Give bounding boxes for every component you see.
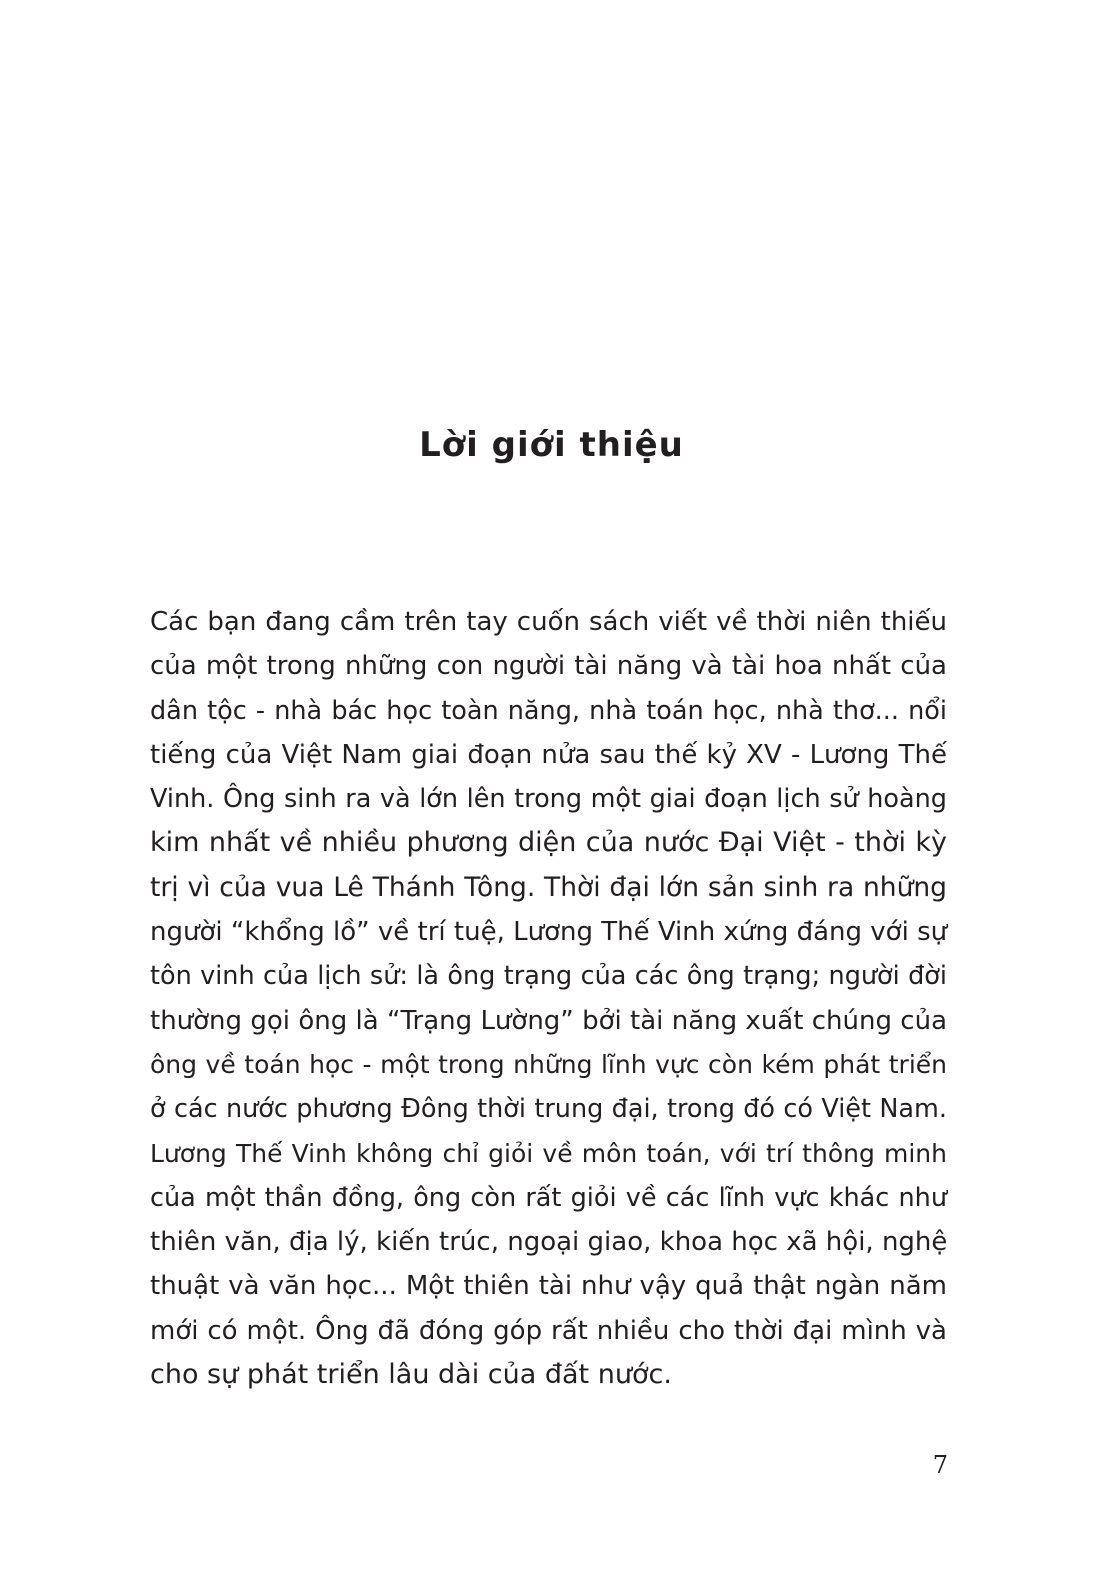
text-line: Vinh. Ông sinh ra và lớn lên trong một giai đoạn lịch sử hoàng (150, 784, 947, 815)
text-line: mới có một. Ông đã đóng góp rất nhiều cho thời đại mình và (150, 1315, 947, 1346)
chapter-title: Lời giới thiệu (419, 425, 684, 465)
text-line: ở các nước phương Đông thời trung đại, trong đó có Việt Nam. (150, 1094, 947, 1125)
text-line: thường gọi ông là “Trạng Lường” bởi tài năng xuất chúng của (150, 1005, 947, 1036)
text-line: người “khổng lồ” về trí tuệ, Lương Thế Vinh xứng đáng với sự (150, 917, 948, 948)
text-line: tiếng của Việt Nam giai đoạn nửa sau thế kỷ XV - Lương Thế (150, 739, 947, 770)
body-paragraph (150, 600, 947, 1397)
text-line: của một trong những con người tài năng và tài hoa nhất của (150, 651, 947, 682)
text-line: kim nhất về nhiều phương diện của nước Đại Việt - thời kỳ (150, 827, 947, 859)
text-line: Các bạn đang cầm trên tay cuốn sách viết về thời niên thiếu (150, 607, 947, 637)
page-number: 7 (932, 1451, 948, 1479)
text-line: của một thần đồng, ông còn rất giỏi về các lĩnh vực khác như (150, 1182, 947, 1213)
text-line: cho sự phát triển lâu dài của đất nước. (150, 1359, 672, 1391)
text-line: tôn vinh của lịch sử: là ông trạng của các ông trạng; người đời (150, 961, 947, 992)
text-line: dân tộc - nhà bác học toàn năng, nhà toán học, nhà thơ... nổi (150, 695, 947, 726)
text-line: Lương Thế Vinh không chỉ giỏi về môn toán, với trí thông minh (150, 1138, 947, 1168)
text-line: thiên văn, địa lý, kiến trúc, ngoại giao, khoa học xã hội, nghệ (150, 1227, 948, 1258)
text-line: thuật và văn học... Một thiên tài như vậy quả thật ngàn năm (150, 1271, 947, 1302)
text-line: trị vì của vua Lê Thánh Tông. Thời đại lớn sản sinh ra những (150, 871, 947, 903)
text-line: ông về toán học - một trong những lĩnh vực còn kém phát triển (150, 1049, 947, 1079)
